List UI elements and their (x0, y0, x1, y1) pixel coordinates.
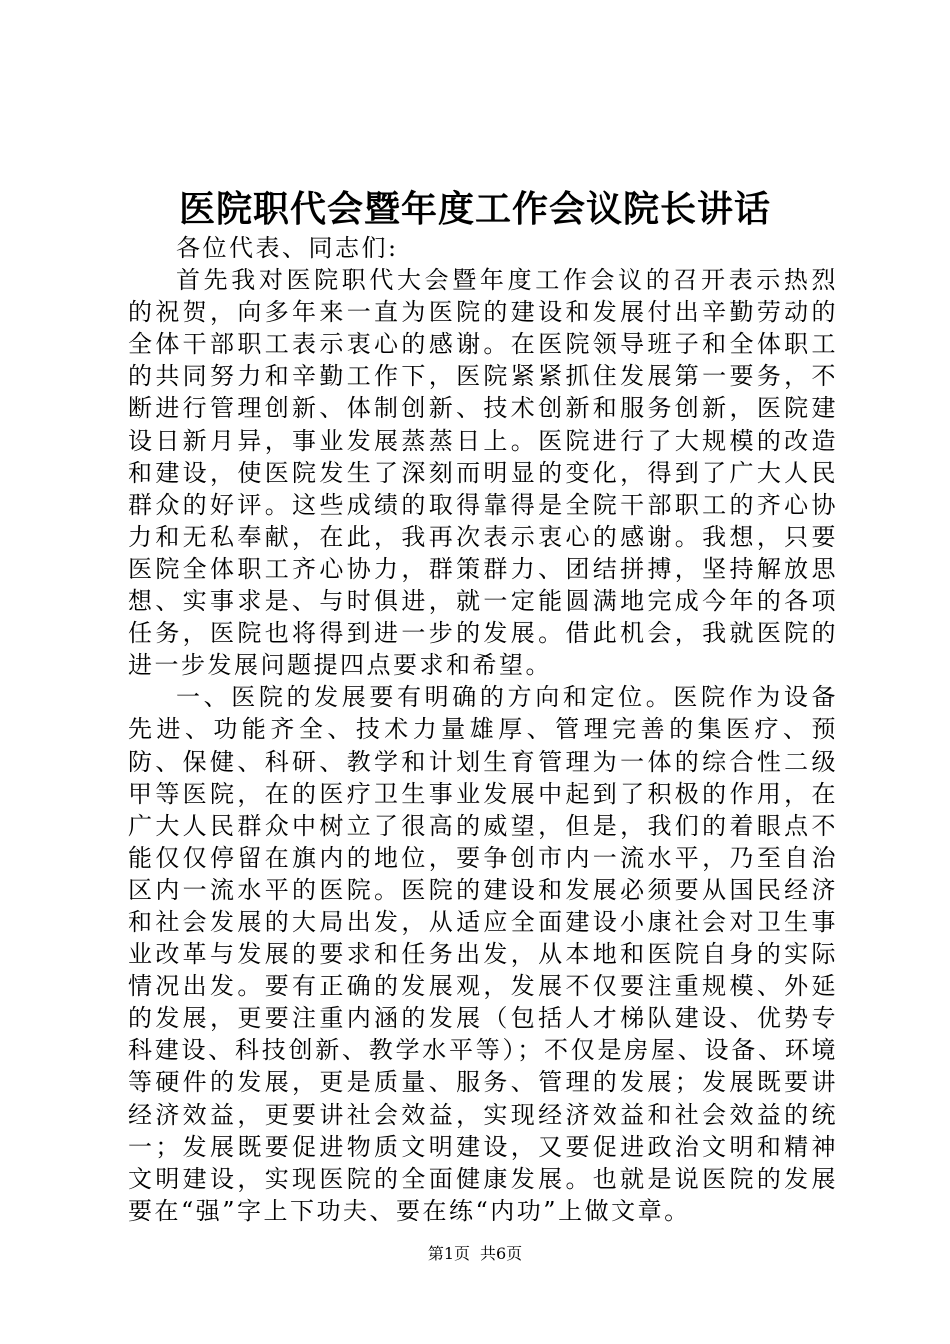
paragraph-intro: 首先我对医院职代大会暨年度工作会议的召开表示热烈的祝贺，向多年来一直为医院的建设和发展付出辛勤劳动的全体干部职工表示衷心的感谢。在医院领导班子和全体职工的共同努力和辛勤工作下，医院紧紧抓住发展第一要务，不断进行管理创新、体制创新、技术创新和服务创新，医院建设日新月异，事业发展蒸蒸日上。医院进行了大规模的改造和建设，使医院发生了深刻而明显的变化，得到了广大人民群众的好评。这些成绩的取得靠得是全院干部职工的齐心协力和无私奉献，在此，我再次表示衷心的感谢。我想，只要医院全体职工齐心协力，群策群力、团结拼搏，坚持解放思想、实事求是、与时俱进，就一定能圆满地完成今年的各项任务，医院也将得到进一步的发展。借此机会，我就医院的进一步发展问题提四点要求和希望。 (128, 266, 838, 680)
page-number: 第1页 (427, 1244, 470, 1263)
page-total: 共6页 (480, 1244, 523, 1263)
paragraph-section-one: 一、医院的发展要有明确的方向和定位。医院作为设备先进、功能齐全、技术力量雄厚、管理完善的集医疗、预防、保健、科研、教学和计划生育管理为一体的综合性二级甲等医院，在的医疗卫生事业发展中起到了积极的作用，在广大人民群众中树立了很高的威望，但是，我们的着眼点不能仅仅停留在旗内的地位，要争创市内一流水平，乃至自治区内一流水平的医院。医院的建设和发展必须要从国民经济和社会发展的大局出发，从适应全面建设小康社会对卫生事业改革与发展的要求和任务出发，从本地和医院自身的实际情况出发。要有正确的发展观，发展不仅要注重规模、外延的发展，更要注重内涵的发展（包括人才梯队建设、优势专科建设、科技创新、教学水平等）；不仅是房屋、设备、环境等硬件的发展，更是质量、服务、管理的发展；发展既要讲经济效益，更要讲社会效益，实现经济效益和社会效益的统一；发展既要促进物质文明建设，又要促进政治文明和精神文明建设，实现医院的全面健康发展。也就是说医院的发展要在“强”字上下功夫、要在练“内功”上做文章。 (128, 683, 838, 1225)
salutation: 各位代表、同志们: (176, 234, 399, 262)
document-body (128, 232, 838, 1227)
document-title: 医院职代会暨年度工作会议院长讲话 (178, 188, 771, 230)
page-footer (0, 1244, 950, 1264)
